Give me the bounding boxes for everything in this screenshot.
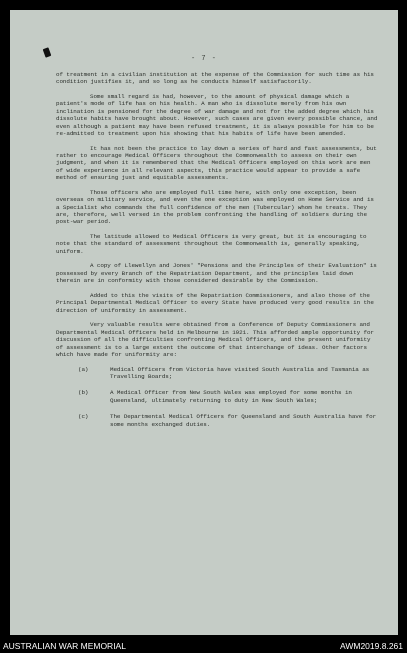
footer-institution: AUSTRALIAN WAR MEMORIAL: [3, 641, 126, 651]
paragraph: The latitude allowed to Medical Officers is very great, but it is encouraging to note that the standard of assessment throughout the Commonwealth is, generally speaking, uniform.: [56, 233, 367, 255]
paragraph: Some small regard is had, however, to the amount of physical damage which a patient's mode of life has on his health. A man who is dissolute merely from his own inclination is pensioned for the degree of war damage and not for the added degree which his dissolute habits have brought about. However, such cases are given every possible chance, and even although a patient may have been refused treatment, it is always possible for him to be re-admitted to treatment upon his showing that his habits of life have been amended.: [56, 93, 378, 138]
page-number: - 7 -: [190, 55, 217, 63]
paragraph: A copy of Llewellyn and Jones' "Pensions and the Principles of their Evaluation" is possessed by every Branch of the Repatriation Department, and the principles laid down therein are in conformity with those considered desirable by the Commission.: [56, 262, 377, 285]
paragraph: Added to this the visits of the Repatriation Commissioners, and also those of the Principal Departmental Medical Officer to every State have produced very good results in the direction of uniformity in assessment.: [56, 291, 374, 314]
list-item-label: (a): [78, 365, 89, 373]
footer-accession-number: AWM2019.8.261: [340, 641, 403, 651]
document-body: [56, 71, 378, 437]
list-item: [56, 413, 378, 428]
paragraph: of treatment in a civilian institution at the expense of the Commission for such time as his condition justifies it, and so long as he conducts himself satisfactorily.: [56, 71, 374, 86]
paragraph: Those officers who are employed full time here, with only one exception, been overseas on military service, and even the one exception was employed on Home Service and is a Specialist who commands the full confidence of the men (Tubercular) whom he treats. They are, therefore, well versed in the problem confronting the handling of soldiers during the post-war period.: [56, 188, 374, 226]
archive-footer: [0, 640, 407, 653]
list-item: [56, 366, 378, 381]
list-item-text: Medical Officers from Victoria have visited South Australia and Tasmania as Travelling Boards;: [110, 365, 370, 380]
list-item-label: (c): [78, 413, 89, 421]
document-page: [10, 10, 398, 635]
list-item: [56, 389, 378, 404]
list-item-text: The Departmental Medical Officers for Queensland and South Australia have for some months exchanged duties.: [110, 413, 377, 428]
paragraph: Very valuable results were obtained from a Conference of Deputy Commissioners and Departmental Medical Officers held in Melbourne in 1921. This afforded ample opportunity for discussion of all the difficulties confronting Medical Officers, and the present uniformity of assessment is to a large extent the outcome of that interchange of ideas. Other factors which have made for uniformity are:: [56, 321, 374, 358]
paragraph: It has not been the practice to lay down a series of hard and fast assessments, but rather to encourage Medical Officers throughout the Commonwealth to assess on their own judgment, and when it is remembered that the Medical Officers employed on this work are men of wide experience in all relevant aspects, this practice would appear to provide a safe method of ensuring just and equitable assessments.: [56, 144, 377, 182]
list-item-text: A Medical Officer from New South Wales was employed for some months in Queensland, ultimately returning to duty in New South Wales;: [110, 389, 352, 404]
list-item-label: (b): [78, 389, 89, 397]
